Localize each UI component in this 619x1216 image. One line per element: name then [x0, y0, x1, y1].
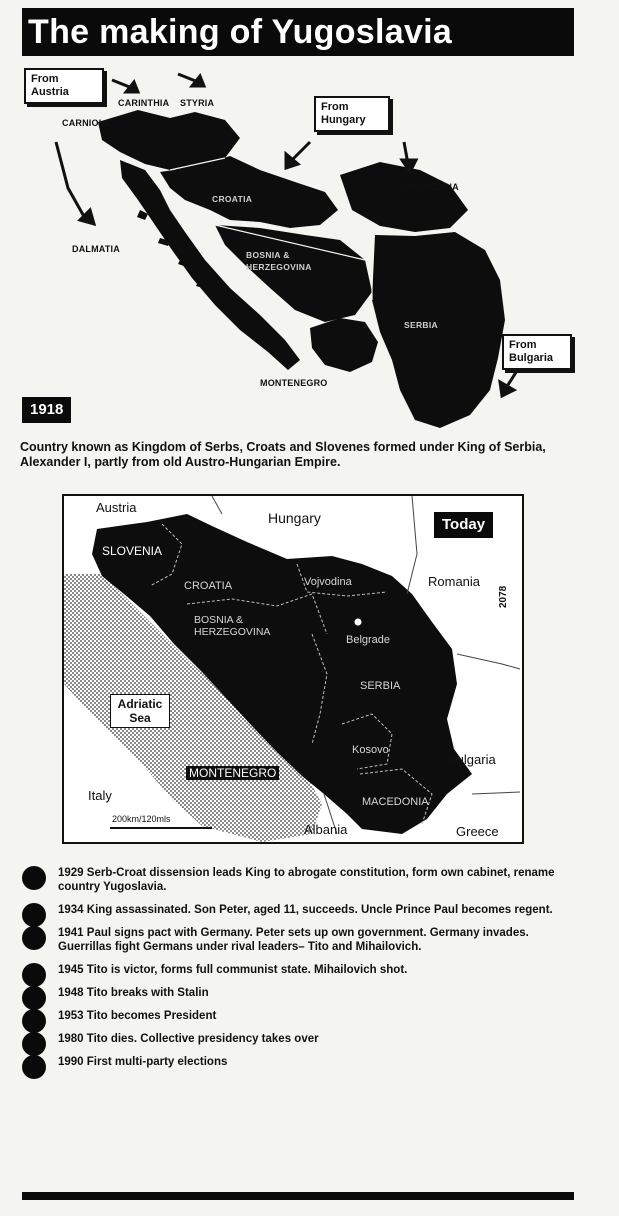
- label-bulgaria-today: Bulgaria: [448, 752, 496, 767]
- callout-line: From: [321, 101, 349, 113]
- bullet-icon: [22, 866, 46, 890]
- label-slovenia: SLOVENIA: [102, 544, 163, 558]
- label-montenegro-today: MONTENEGRO: [186, 766, 279, 780]
- timeline-item: [22, 1055, 582, 1069]
- timeline-item: [22, 1032, 582, 1046]
- timeline-text: 1953 Tito becomes President: [58, 1010, 217, 1022]
- label-serbia: SERBIA: [404, 320, 438, 330]
- label-kosovo: Kosovo: [352, 744, 389, 756]
- label-styria: STYRIA: [180, 98, 215, 108]
- bullet-icon: [22, 1032, 46, 1056]
- label-romania: Romania: [428, 574, 481, 589]
- label-vojvodina: VOJVODINA: [404, 182, 459, 192]
- bottom-rule: [22, 1192, 574, 1200]
- label-hungary: Hungary: [268, 510, 321, 526]
- label-greece: Greece: [456, 824, 499, 839]
- label-adriatic-line2: Sea: [129, 711, 151, 725]
- belgrade-marker: [354, 618, 362, 626]
- label-adriatic-line1: Adriatic: [117, 697, 163, 711]
- timeline-text: 1941 Paul signs pact with Germany. Peter sets up own government. Germany invades. Guerrillas fight Germans under rival leaders– Tito and Mihailovich.: [58, 927, 529, 953]
- region-montenegro: [310, 318, 378, 372]
- label-italy: Italy: [88, 788, 112, 803]
- year-tag-1918: 1918: [22, 397, 71, 423]
- bullet-icon: [22, 1055, 46, 1079]
- label-croatia-today: CROATIA: [184, 580, 233, 592]
- label-bosnia-today: [194, 614, 270, 638]
- bullet-icon: [22, 926, 46, 950]
- page-title: The making of Yugoslavia: [22, 8, 574, 56]
- label-code: 2078: [498, 585, 509, 608]
- timeline-item: [22, 866, 582, 894]
- timeline-text: 1990 First multi-party elections: [58, 1056, 228, 1068]
- timeline-list: [22, 866, 582, 1078]
- timeline-text: 1948 Tito breaks with Stalin: [58, 987, 209, 999]
- label-scale: 200km/120mls: [112, 814, 171, 824]
- callout-from-austria: [24, 68, 104, 104]
- label-serbia-today: SERBIA: [360, 680, 401, 692]
- today-tag: Today: [434, 512, 493, 538]
- bullet-icon: [22, 1009, 46, 1033]
- bullet-icon: [22, 963, 46, 987]
- label-bosnia-line1: BOSNIA &: [246, 250, 290, 260]
- arrow: [292, 142, 310, 160]
- label-montenegro: MONTENEGRO: [260, 378, 328, 388]
- label-croatia: CROATIA: [212, 194, 253, 204]
- bullet-icon: [22, 986, 46, 1010]
- label-bosnia-line2: HERZEGOVINA: [246, 262, 312, 272]
- timeline-item: [22, 926, 582, 954]
- timeline-text: 1945 Tito is victor, forms full communist state. Mihailovich shot.: [58, 964, 408, 976]
- label-albania: Albania: [304, 822, 348, 837]
- callout-line: From: [31, 73, 59, 85]
- timeline-text: 1929 Serb-Croat dissension leads King to abrogate constitution, form own cabinet, rename country Yugoslavia.: [58, 867, 555, 893]
- label-dalmatia: DALMATIA: [72, 244, 120, 254]
- callout-from-hungary: [314, 96, 390, 132]
- timeline-item: [22, 963, 582, 977]
- label-austria: Austria: [96, 500, 137, 515]
- callout-line: Bulgaria: [509, 352, 554, 364]
- arrow: [56, 142, 86, 220]
- timeline-item: [22, 903, 582, 917]
- caption-1918: Country known as Kingdom of Serbs, Croats and Slovenes formed under King of Serbia, Alexander I, partly from old Austro-Hungarian Empire.: [20, 440, 546, 469]
- label-adriatic-sea: [110, 694, 170, 728]
- timeline-text: 1934 King assassinated. Son Peter, aged 11, succeeds. Uncle Prince Paul becomes regent.: [58, 904, 553, 916]
- label-bosnia-line2: HERZEGOVINA: [194, 626, 271, 638]
- map-1918: [20, 60, 595, 440]
- label-carniola: CARNIOLA: [62, 118, 112, 128]
- bullet-icon: [22, 903, 46, 927]
- region-montenegro-hatch: [192, 774, 312, 824]
- label-vojvodina-today: Vojvodina: [304, 576, 352, 588]
- label-belgrade: Belgrade: [346, 634, 391, 646]
- callout-from-bulgaria: [502, 334, 572, 370]
- callout-line: From: [509, 339, 537, 351]
- region-vojvodina: [340, 162, 468, 232]
- label-bosnia-line1: BOSNIA &: [194, 614, 244, 626]
- label-carinthia: CARINTHIA: [118, 98, 170, 108]
- timeline-item: [22, 986, 582, 1000]
- timeline-item: [22, 1009, 582, 1023]
- callout-line: Hungary: [321, 114, 366, 126]
- label-macedonia: MACEDONIA: [362, 796, 429, 808]
- region-serbia: [372, 232, 505, 428]
- callout-line: Austria: [31, 86, 69, 98]
- timeline-text: 1980 Tito dies. Collective presidency takes over: [58, 1033, 319, 1045]
